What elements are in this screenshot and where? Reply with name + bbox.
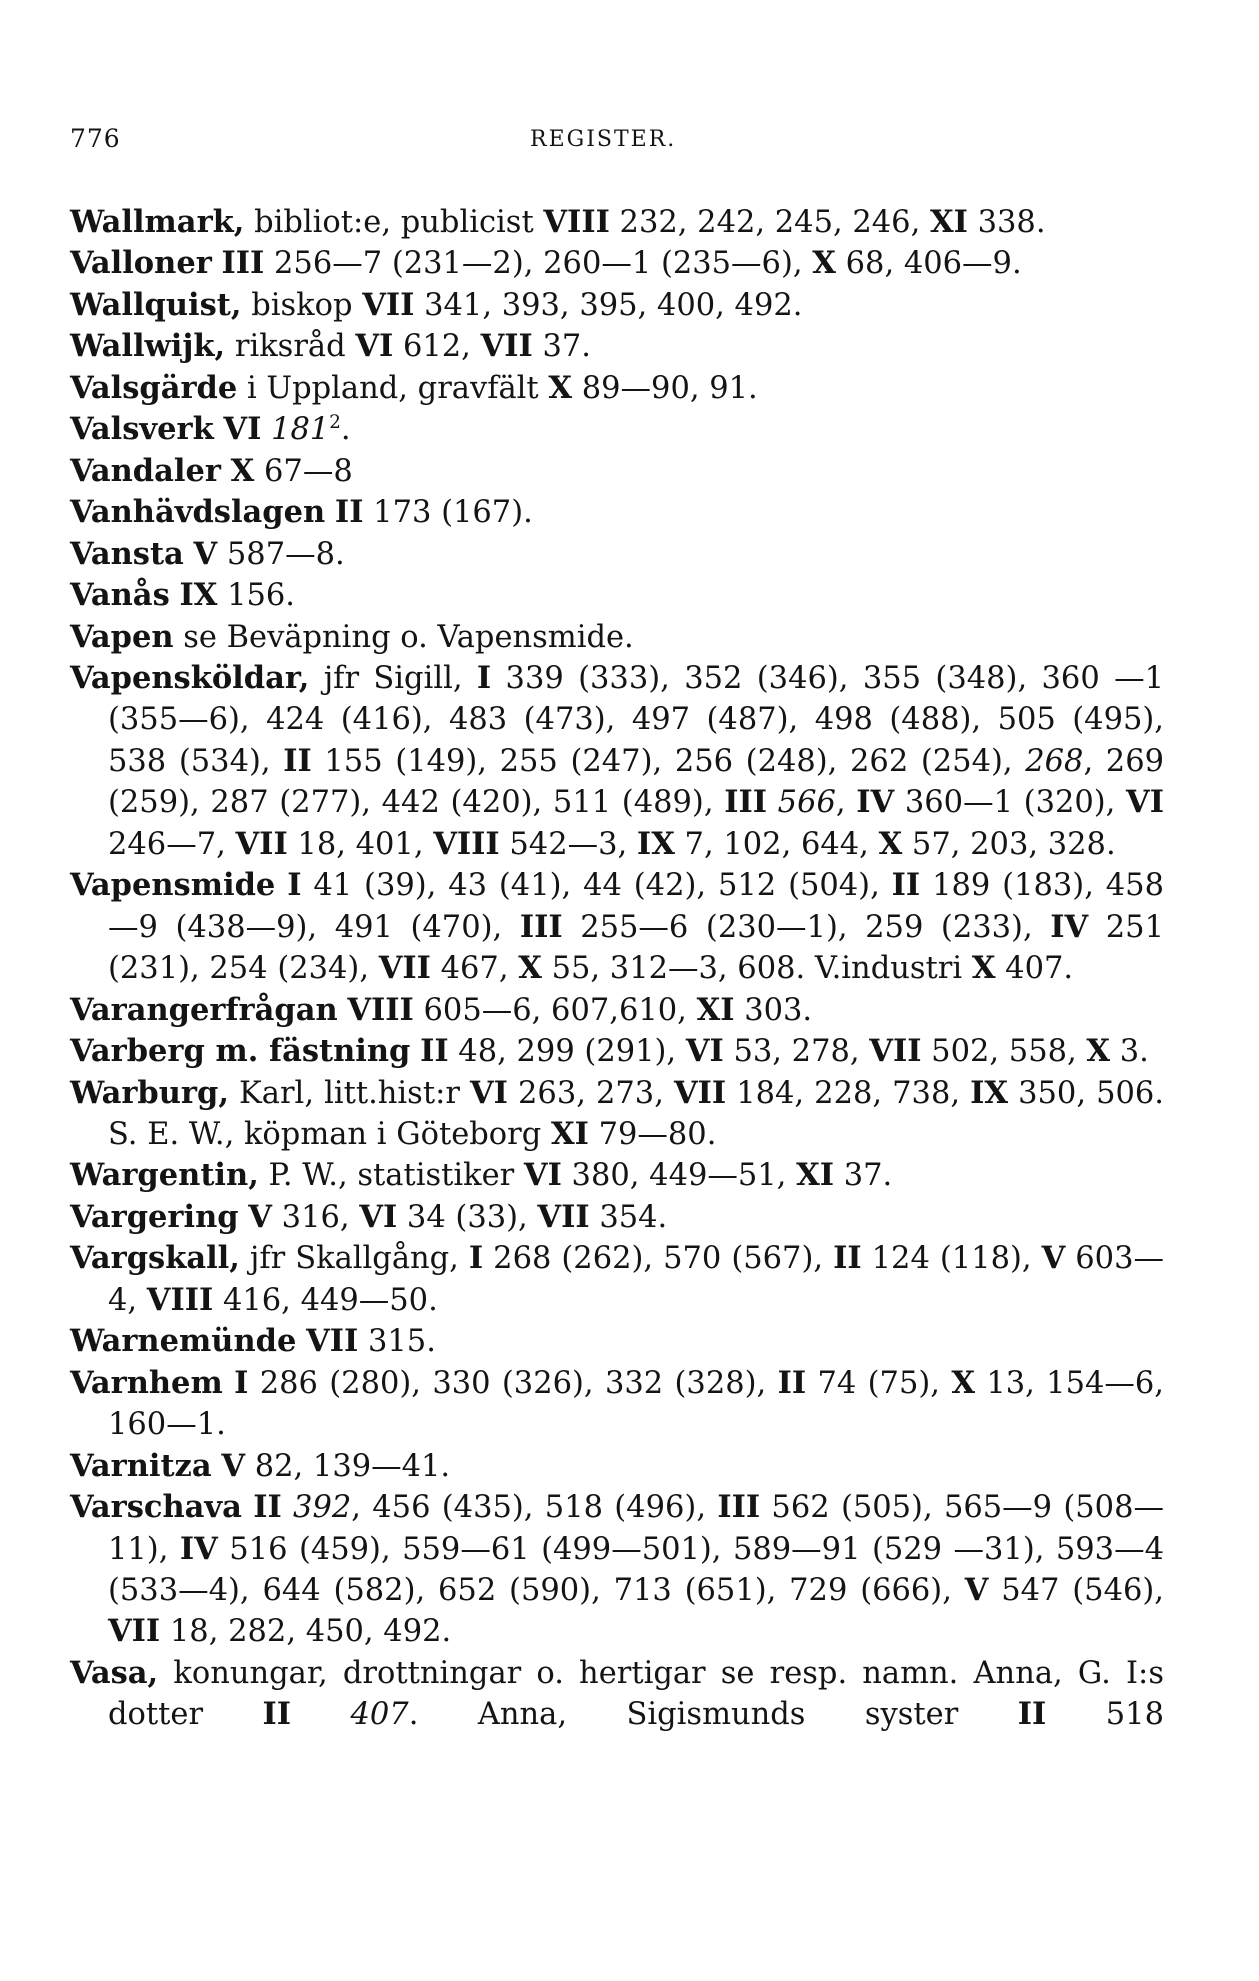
- index-entry-varschava: [70, 1487, 1164, 1653]
- entry-headword: Vapensköldar,: [70, 659, 310, 696]
- entry-text: 68, 406—9.: [835, 246, 1022, 282]
- entry-text: [410, 1034, 420, 1069]
- entry-headword: Vanås: [70, 577, 170, 614]
- entry-text: 89—90, 91.: [572, 370, 758, 406]
- index-entry-wallwijk: [70, 326, 1164, 367]
- entry-text: 587—8.: [217, 536, 345, 572]
- index-entry-warburg: [70, 1073, 1164, 1156]
- entry-text: 467,: [430, 951, 519, 987]
- entry-text: 41 (39), 43 (41), 44 (42), 512 (504),: [301, 868, 892, 904]
- volume-numeral: VI: [355, 328, 394, 365]
- entry-headword: Vargskall,: [70, 1240, 240, 1277]
- volume-numeral: X: [518, 950, 542, 987]
- entry-text: 354.: [589, 1199, 668, 1235]
- entry-headword: Valsgärde: [70, 369, 238, 406]
- italic-page-ref: 392: [293, 1490, 352, 1526]
- entry-text: 34 (33),: [397, 1199, 538, 1235]
- entry-text: 184, 228, 738,: [726, 1075, 971, 1111]
- index-entry-varnhem: [70, 1363, 1164, 1446]
- entry-headword: Vargering: [70, 1198, 239, 1235]
- volume-numeral: II: [420, 1033, 449, 1070]
- entry-text: P. W., statistiker: [258, 1158, 524, 1194]
- volume-numeral: VII: [869, 1033, 922, 1070]
- index-entry-vapensmide: [70, 865, 1164, 989]
- volume-numeral: II: [334, 494, 364, 531]
- volume-numeral: XI: [929, 204, 968, 240]
- entry-text: 55, 312—3, 608. V.industri: [541, 951, 972, 987]
- volume-numeral: VII: [480, 328, 533, 365]
- entry-headword: Vandaler: [70, 452, 221, 489]
- entry-text: 612,: [393, 329, 481, 365]
- entry-text: [242, 1490, 253, 1525]
- entry-text: [214, 412, 224, 447]
- volume-numeral: X: [548, 369, 573, 406]
- volume-numeral: II: [262, 1696, 292, 1733]
- entry-text: 189 (183), 458—9 (438—9), 491 (470),: [108, 868, 1164, 945]
- index-entry-valsgarde: [70, 368, 1164, 409]
- index-entry-varnitza: [70, 1446, 1164, 1487]
- entry-text: 263, 273,: [507, 1075, 674, 1111]
- entry-text: 79—80.: [588, 1116, 717, 1152]
- entry-text: 407.: [995, 951, 1074, 987]
- entry-text: 3.: [1110, 1034, 1149, 1070]
- page-number: 776: [70, 124, 121, 153]
- entry-text: 53, 278,: [723, 1034, 870, 1070]
- entry-text: 603—4,: [108, 1241, 1164, 1318]
- entry-headword: Vansta: [70, 535, 184, 572]
- entry-text: 18, 282, 450, 492.: [160, 1614, 452, 1650]
- index-entry-wallquist: [70, 285, 1164, 326]
- volume-numeral: X: [951, 1364, 975, 1401]
- entry-headword: Wallwijk,: [70, 328, 226, 365]
- italic-page-ref: 181: [271, 412, 330, 448]
- entry-text: 338.: [967, 205, 1046, 240]
- entry-headword: Wargentin,: [70, 1157, 259, 1194]
- entry-text: 37.: [532, 329, 591, 365]
- volume-numeral: IX: [970, 1074, 1009, 1111]
- entry-text: 255—6 (230—1), 259 (233),: [562, 909, 1051, 945]
- volume-numeral: V: [248, 1198, 272, 1235]
- entry-text: [212, 1449, 222, 1484]
- entry-text: riksråd: [225, 329, 356, 365]
- index-entries: [70, 202, 1164, 1736]
- entry-headword: Vapen: [70, 618, 174, 655]
- entry-text: 232, 242, 245, 246,: [609, 205, 930, 240]
- entry-headword: Valsverk: [70, 411, 214, 448]
- index-entry-vapen: [70, 617, 1164, 658]
- index-entry-warnemunde: [70, 1321, 1164, 1362]
- entry-text: , 456 (435), 518 (496),: [351, 1490, 718, 1526]
- entry-text: [282, 1490, 293, 1525]
- index-entry-vanas: [70, 575, 1164, 616]
- volume-numeral: IV: [179, 1530, 218, 1567]
- entry-text: 156.: [217, 578, 295, 614]
- index-entry-vargskall: [70, 1238, 1164, 1321]
- entry-headword: Varangerfrågan: [70, 991, 338, 1028]
- entry-text: 518: [1046, 1697, 1164, 1733]
- volume-numeral: X: [812, 245, 836, 282]
- entry-text: 57, 203, 328.: [902, 826, 1116, 862]
- index-entry-vasa: [70, 1653, 1164, 1736]
- italic-page-ref: 268: [1025, 743, 1084, 779]
- index-entry-vanhavdslagen: [70, 492, 1164, 533]
- entry-text: 502, 558,: [921, 1034, 1087, 1070]
- entry-text: 380, 449—51,: [561, 1158, 797, 1194]
- index-entry-vansta: [70, 534, 1164, 575]
- entry-text: [221, 454, 231, 489]
- volume-numeral: II: [891, 867, 921, 904]
- index-entry-vargering: [70, 1197, 1164, 1238]
- entry-text: 562 (505), 565—9 (508—11),: [108, 1490, 1164, 1567]
- entry-text: .: [340, 412, 351, 448]
- entry-text: 339 (333), 352 (346), 355 (348), 360 —1 (355—6), 424 (416), 483 (473), 497 (487), 498 (488), 505 (495), 538 (534),: [108, 660, 1164, 779]
- entry-headword: Vanhävdslagen: [70, 494, 326, 531]
- entry-text: 155 (149), 255 (247), 256 (248), 262 (254),: [311, 743, 1026, 779]
- volume-numeral: II: [833, 1240, 862, 1277]
- entry-text: 48, 299 (291),: [448, 1034, 686, 1070]
- volume-numeral: V: [1041, 1240, 1066, 1277]
- volume-numeral: VI: [685, 1033, 724, 1070]
- volume-numeral: III: [724, 784, 767, 821]
- entry-text: 605—6, 607,610,: [413, 992, 697, 1028]
- volume-numeral: X: [1086, 1033, 1111, 1070]
- entry-text: i Uppland, gravfält: [237, 370, 549, 406]
- entry-text: ,: [835, 785, 857, 821]
- superscript: 2: [329, 412, 341, 434]
- entry-text: se Beväpning o. Vapensmide.: [173, 619, 634, 655]
- entry-text: 256—7 (231—2), 260—1 (235—6),: [264, 246, 813, 282]
- entry-text: biskop: [241, 287, 363, 323]
- entry-text: bibliot:e, publicist: [244, 205, 544, 240]
- entry-text: Karl, litt.hist:r: [228, 1075, 471, 1111]
- entry-text: 13, 154—6, 160—1.: [108, 1365, 1165, 1443]
- volume-numeral: VI: [1126, 784, 1164, 821]
- volume-numeral: X: [971, 950, 996, 987]
- entry-text: 316,: [271, 1199, 360, 1235]
- entry-headword: Varnhem: [70, 1364, 223, 1401]
- volume-numeral: VI: [359, 1198, 398, 1235]
- entry-text: jfr Sigill,: [309, 660, 477, 696]
- entry-text: 246—7,: [108, 826, 236, 862]
- volume-numeral: VII: [306, 1323, 359, 1360]
- entry-text: 547 (546),: [988, 1572, 1164, 1608]
- volume-numeral: I: [468, 1240, 484, 1277]
- volume-numeral: IV: [856, 784, 895, 821]
- entry-text: 173 (167).: [363, 495, 533, 531]
- volume-numeral: XI: [796, 1157, 835, 1194]
- volume-numeral: VII: [673, 1074, 727, 1111]
- entry-text: 542—3,: [499, 826, 637, 862]
- index-entry-varangerfragan: [70, 990, 1164, 1031]
- volume-numeral: VIII: [543, 204, 610, 240]
- entry-headword: Wallmark,: [70, 204, 245, 240]
- entry-text: 350, 506. S. E. W., köpman i Göteborg: [108, 1075, 1164, 1152]
- entry-text: 7, 102, 644,: [674, 826, 879, 862]
- volume-numeral: VIII: [433, 825, 500, 862]
- entry-text: 124 (118),: [861, 1241, 1042, 1277]
- index-entry-varberg: [70, 1031, 1164, 1072]
- entry-text: 82, 139—41.: [245, 1448, 451, 1484]
- volume-numeral: VII: [108, 1613, 161, 1650]
- entry-text: 268 (262), 570 (567),: [483, 1241, 834, 1277]
- entry-text: 341, 393, 395, 400, 492.: [414, 287, 803, 323]
- entry-text: [291, 1697, 350, 1732]
- entry-headword: Valloner: [70, 245, 212, 282]
- entry-headword: Vasa,: [70, 1654, 159, 1691]
- entry-text: . Anna, Sigismunds syster: [408, 1697, 1018, 1733]
- entry-text: [212, 246, 222, 281]
- entry-text: 18, 401,: [287, 826, 434, 862]
- running-head: REGISTER.: [530, 127, 677, 152]
- entry-text: 303.: [734, 992, 813, 1028]
- volume-numeral: XI: [696, 991, 735, 1028]
- entry-text: [170, 578, 180, 613]
- index-entry-vandaler: [70, 451, 1164, 492]
- volume-numeral: IX: [179, 577, 218, 614]
- index-entry-valloner: [70, 243, 1164, 284]
- entry-text: 67—8: [254, 453, 353, 489]
- entry-text: jfr Skallgång,: [239, 1241, 469, 1277]
- volume-numeral: VII: [235, 825, 288, 862]
- entry-headword: Vapensmide: [70, 867, 276, 904]
- volume-numeral: VII: [378, 950, 431, 987]
- entry-text: 37.: [834, 1158, 893, 1194]
- volume-numeral: IV: [1050, 908, 1089, 945]
- index-entry-vapenskoldar: [70, 658, 1164, 865]
- volume-numeral: X: [878, 825, 903, 862]
- volume-numeral: VI: [523, 1157, 562, 1194]
- volume-numeral: I: [234, 1364, 249, 1401]
- entry-headword: Varnitza: [70, 1447, 212, 1484]
- entry-text: , 269 (259), 287 (277), 442 (420), 511 (489),: [108, 743, 1165, 821]
- entry-text: 516 (459), 559—61 (499—501), 589—91 (529 —31), 593—4 (533—4), 644 (582), 652 (590), 713 (651), 729 (666),: [108, 1531, 1164, 1608]
- volume-numeral: I: [476, 659, 492, 696]
- volume-numeral: VI: [470, 1074, 508, 1111]
- entry-text: 251 (231), 254 (234),: [108, 909, 1164, 987]
- volume-numeral: XI: [550, 1115, 589, 1152]
- index-entry-wallmark: [70, 202, 1164, 243]
- volume-numeral: III: [221, 245, 265, 282]
- entry-text: [338, 993, 348, 1028]
- entry-headword: Wallquist,: [70, 286, 242, 323]
- volume-numeral: II: [1017, 1696, 1047, 1733]
- volume-numeral: III: [717, 1489, 761, 1526]
- volume-numeral: VI: [223, 411, 262, 448]
- volume-numeral: VII: [362, 286, 415, 323]
- entry-text: 74 (75),: [806, 1365, 952, 1401]
- volume-numeral: VII: [537, 1198, 590, 1235]
- entry-text: [261, 412, 271, 447]
- index-entry-wargentin: [70, 1155, 1164, 1196]
- entry-headword: Varschava: [70, 1489, 242, 1526]
- volume-numeral: V: [193, 535, 218, 572]
- entry-headword: Varberg m. fästning: [70, 1033, 411, 1070]
- entry-text: [767, 785, 778, 820]
- volume-numeral: I: [287, 867, 302, 904]
- italic-page-ref: 407: [350, 1697, 409, 1733]
- entry-text: konungar, drottningar o. hertigar se resp. namn. Anna, G. I:s dotter: [108, 1655, 1164, 1733]
- entry-text: [223, 1366, 234, 1401]
- volume-numeral: V: [221, 1447, 246, 1484]
- volume-numeral: X: [230, 452, 255, 489]
- entry-text: [184, 537, 194, 572]
- entry-text: 360—1 (320),: [894, 785, 1127, 821]
- volume-numeral: III: [519, 908, 563, 945]
- entry-text: 286 (280), 330 (326), 332 (328),: [248, 1365, 778, 1401]
- volume-numeral: II: [253, 1489, 282, 1526]
- entry-text: [296, 1324, 306, 1359]
- entry-text: [325, 495, 335, 530]
- volume-numeral: V: [964, 1571, 989, 1608]
- entry-text: [275, 868, 287, 903]
- volume-numeral: VIII: [146, 1281, 214, 1318]
- entry-text: 315.: [358, 1324, 436, 1360]
- italic-page-ref: 566: [777, 785, 836, 821]
- entry-text: [239, 1200, 249, 1235]
- index-entry-valsverk: [70, 409, 1164, 450]
- volume-numeral: II: [283, 742, 312, 779]
- volume-numeral: IX: [636, 825, 675, 862]
- volume-numeral: II: [777, 1364, 807, 1401]
- entry-text: 416, 449—50.: [213, 1282, 438, 1318]
- entry-headword: Warnemünde: [70, 1323, 297, 1360]
- entry-headword: Warburg,: [70, 1074, 229, 1111]
- volume-numeral: VIII: [347, 991, 414, 1028]
